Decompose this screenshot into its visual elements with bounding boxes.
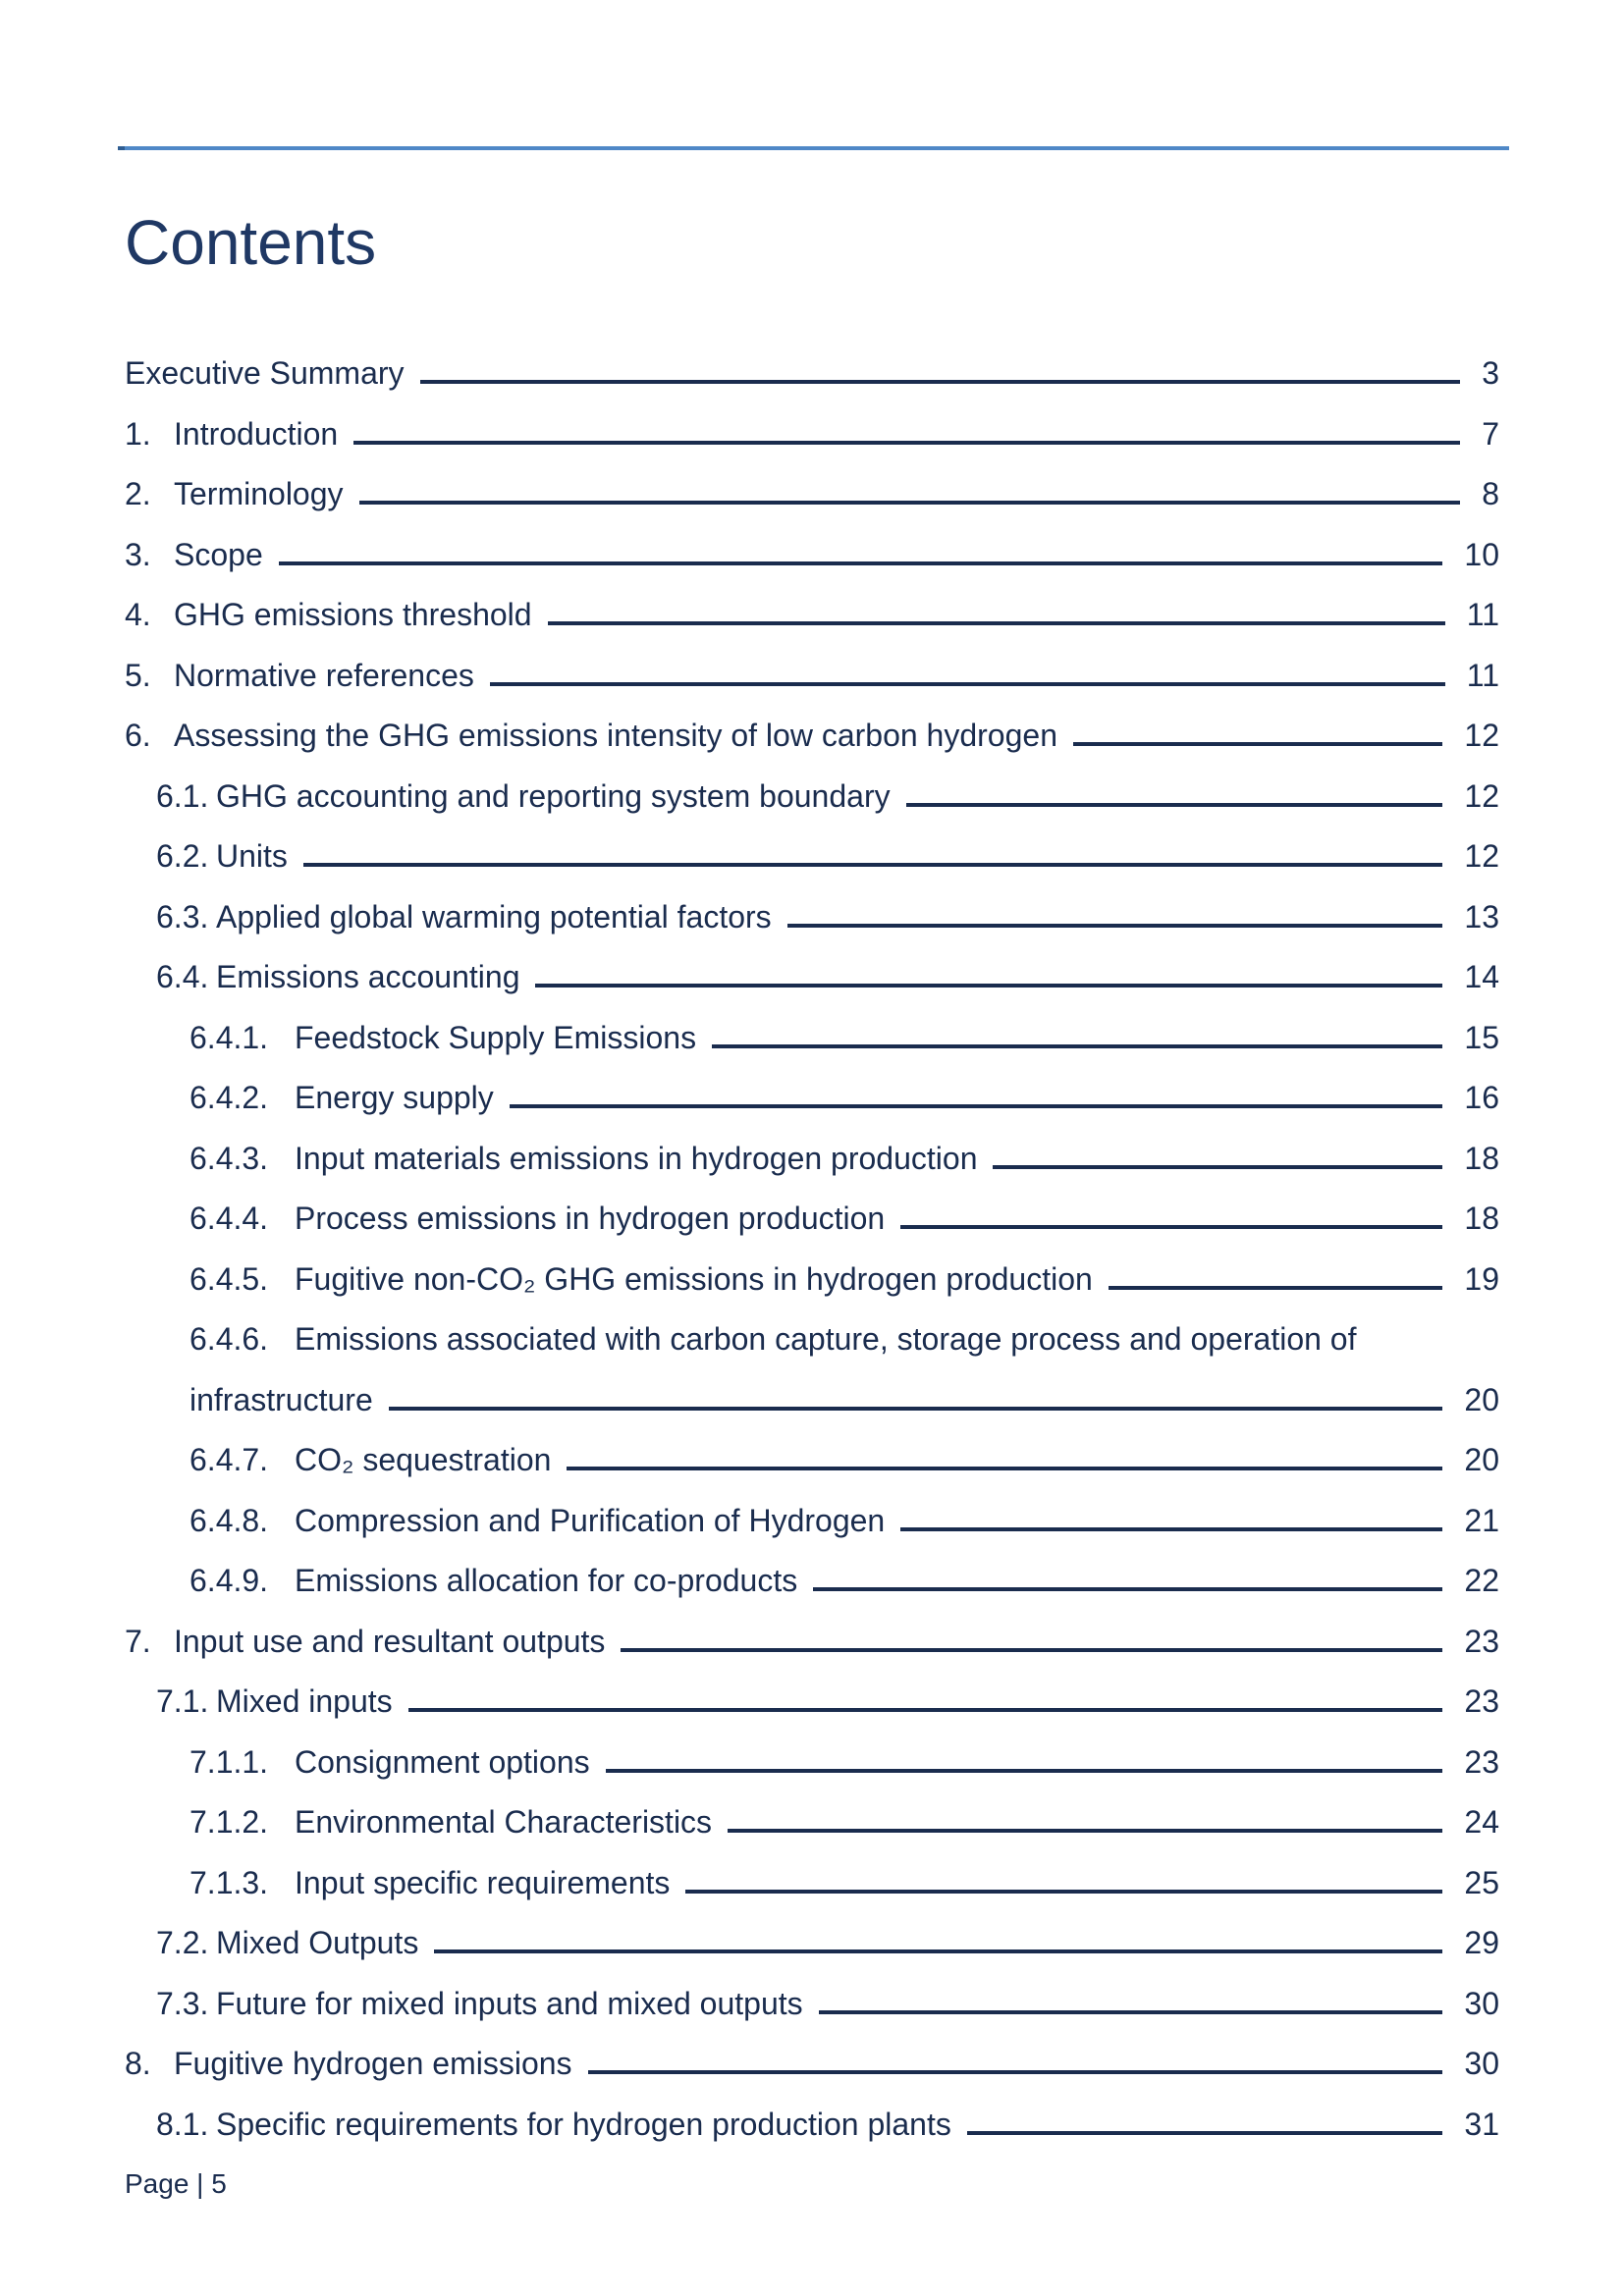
toc-leader-line [353, 441, 1460, 445]
toc-leader-line [359, 501, 1461, 505]
toc-leader-line [434, 1949, 1442, 1953]
toc-entry [125, 1262, 1499, 1296]
toc-entry [125, 1564, 1499, 1597]
toc-entry [125, 1021, 1499, 1054]
toc-entry [125, 1322, 1499, 1356]
toc-entry-title: GHG emissions threshold [174, 597, 532, 632]
toc-entry [125, 1142, 1499, 1175]
toc-leader-line [389, 1407, 1443, 1411]
toc-page-number: 16 [1464, 1080, 1499, 1115]
toc-entry-title: Future for mixed inputs and mixed outputs [216, 1985, 803, 2021]
toc-entry-title: infrastructure [189, 1381, 373, 1417]
toc-entry-number: 6.1. [156, 777, 209, 814]
toc-entry-title: Input specific requirements [295, 1864, 671, 1900]
toc-leader-line [490, 682, 1445, 686]
toc-entry-title: CO₂ sequestration [295, 1442, 552, 1477]
toc-entry-title: Emissions allocation for co-products [295, 1563, 798, 1598]
toc-leader-line [993, 1165, 1442, 1169]
toc-leader-line [967, 2131, 1443, 2135]
toc-page-number: 20 [1464, 1381, 1499, 1417]
toc-entry [125, 356, 1499, 390]
toc-entry-title: Mixed Outputs [216, 1925, 419, 1960]
toc-leader-line [1109, 1286, 1443, 1290]
toc-leader-line [813, 1587, 1442, 1591]
toc-entry-number: 6.4.8. [189, 1502, 269, 1538]
toc-entry-title: Fugitive hydrogen emissions [174, 2046, 572, 2081]
toc-entry-number: 7. [125, 1623, 151, 1659]
toc-entry-number: 6.4.4. [189, 1201, 269, 1236]
toc-page-number: 20 [1464, 1442, 1499, 1477]
toc-leader-line [728, 1829, 1442, 1833]
toc-page-number: 13 [1464, 898, 1499, 934]
toc-leader-line [900, 1225, 1442, 1229]
toc-entry-number: 7.1. [156, 1683, 209, 1719]
toc-entry-number: 3. [125, 536, 151, 572]
toc-entry-title: Process emissions in hydrogen production [295, 1201, 886, 1236]
toc-entry-number: 5. [125, 657, 151, 693]
toc-entry [125, 1081, 1499, 1114]
toc-entry-title: Compression and Purification of Hydrogen [295, 1502, 886, 1538]
toc-entry-title: Environmental Characteristics [295, 1804, 713, 1840]
toc-leader-line [712, 1044, 1442, 1048]
toc-entry [125, 719, 1499, 752]
toc-entry-number: 7.1.3. [189, 1864, 269, 1900]
toc-entry-number: 6.2. [156, 838, 209, 874]
toc-list [125, 356, 1499, 2141]
toc-entry [125, 2047, 1499, 2080]
toc-entry-title: Terminology [174, 476, 344, 511]
toc-entry [125, 1201, 1499, 1235]
toc-entry-title: GHG accounting and reporting system boundary [216, 777, 891, 814]
toc-entry-number: 7.1.1. [189, 1743, 269, 1780]
toc-entry-title: Scope [174, 536, 263, 572]
toc-entry-title: Specific requirements for hydrogen production plants [216, 2106, 951, 2142]
toc-entry-number: 6.4.2. [189, 1080, 269, 1115]
toc-page-number: 23 [1464, 1743, 1499, 1780]
toc-entry [125, 1926, 1499, 1959]
toc-leader-line [279, 561, 1443, 565]
toc-page-number: 23 [1464, 1623, 1499, 1659]
toc-entry-title: Emissions accounting [216, 959, 520, 994]
toc-leader-line [567, 1467, 1442, 1470]
toc-entry [125, 1625, 1499, 1658]
toc-page-number: 8 [1482, 476, 1499, 511]
toc-entry [125, 598, 1499, 631]
toc-entry-title: Feedstock Supply Emissions [295, 1019, 697, 1055]
toc-entry-number: 6.4.1. [189, 1019, 269, 1055]
toc-leader-line [548, 621, 1445, 625]
toc-entry [125, 1383, 1499, 1416]
toc-page-number: 18 [1464, 1201, 1499, 1236]
toc-entry-number: 7.3. [156, 1985, 209, 2021]
toc-page-number: 15 [1464, 1019, 1499, 1055]
header-rule [118, 146, 1509, 150]
page-content [0, 146, 1624, 2201]
toc-page-number: 19 [1464, 1260, 1499, 1297]
toc-leader-line [535, 984, 1442, 988]
toc-page-number: 18 [1464, 1140, 1499, 1176]
toc-page-number: 24 [1464, 1804, 1499, 1840]
toc-leader-line [420, 380, 1461, 384]
toc-page-number: 3 [1482, 355, 1499, 391]
toc-entry-title: Emissions associated with carbon capture, storage process and operation of [295, 1321, 1357, 1357]
toc-entry-number: 6. [125, 718, 151, 753]
toc-entry-number: 6.3. [156, 898, 209, 934]
toc-entry-number: 6.4. [156, 959, 209, 994]
toc-entry [125, 538, 1499, 571]
toc-page-number: 12 [1464, 777, 1499, 814]
toc-page-number: 21 [1464, 1502, 1499, 1538]
toc-entry [125, 1443, 1499, 1476]
toc-page-number: 31 [1464, 2106, 1499, 2142]
toc-leader-line [1073, 742, 1442, 746]
toc-entry [125, 1504, 1499, 1537]
toc-page-number: 12 [1464, 838, 1499, 874]
toc-leader-line [621, 1648, 1442, 1652]
toc-leader-line [510, 1104, 1443, 1108]
toc-page-number: 22 [1464, 1563, 1499, 1598]
toc-leader-line [606, 1769, 1443, 1773]
toc-entry-number: 6.4.9. [189, 1563, 269, 1598]
toc-entry [125, 1987, 1499, 2020]
page-footer: Page | 5 [125, 2168, 227, 2199]
toc-page-number: 25 [1464, 1864, 1499, 1900]
toc-entry [125, 659, 1499, 692]
toc-entry-title: Assessing the GHG emissions intensity of low carbon hydrogen [174, 718, 1057, 753]
toc-entry-number: 8. [125, 2046, 151, 2081]
toc-entry [125, 1866, 1499, 1899]
toc-page-number: 14 [1464, 959, 1499, 994]
toc-leader-line [408, 1708, 1443, 1712]
toc-page-number: 29 [1464, 1925, 1499, 1960]
toc-entry [125, 839, 1499, 873]
toc-entry-title: Input use and resultant outputs [174, 1623, 606, 1659]
toc-entry-number: 6.4.6. [189, 1321, 269, 1357]
toc-page-number: 10 [1464, 536, 1499, 572]
toc-entry-title: Fugitive non-CO₂ GHG emissions in hydrogen production [295, 1260, 1093, 1297]
toc-entry [125, 900, 1499, 934]
toc-page-number: 30 [1464, 1985, 1499, 2021]
toc-entry-title: Executive Summary [125, 355, 405, 391]
toc-entry-number: 6.4.7. [189, 1442, 269, 1477]
toc-entry-number: 6.4.5. [189, 1260, 269, 1297]
toc-entry [125, 960, 1499, 993]
toc-entry-title: Normative references [174, 657, 474, 693]
page-title: Contents [125, 207, 377, 278]
toc-entry [125, 2108, 1499, 2141]
toc-entry-title: Consignment options [295, 1743, 590, 1780]
toc-entry-title: Energy supply [295, 1080, 494, 1115]
toc-leader-line [685, 1890, 1442, 1894]
toc-entry [125, 1684, 1499, 1718]
toc-entry-title: Applied global warming potential factors [216, 898, 772, 934]
toc-entry-title: Introduction [174, 415, 339, 452]
toc-entry-title: Units [216, 838, 288, 874]
toc-entry [125, 477, 1499, 510]
toc-leader-line [303, 863, 1443, 867]
toc-entry-number: 6.4.3. [189, 1140, 269, 1176]
toc-entry-number: 1. [125, 415, 151, 452]
toc-entry-number: 2. [125, 476, 151, 511]
toc-leader-line [900, 1527, 1442, 1531]
toc-entry-title: Mixed inputs [216, 1683, 393, 1719]
toc-leader-line [787, 924, 1443, 928]
toc-page-number: 23 [1464, 1683, 1499, 1719]
toc-leader-line [819, 2010, 1443, 2014]
toc-page-number: 7 [1482, 415, 1499, 452]
toc-page-number: 11 [1466, 657, 1499, 693]
toc-leader-line [906, 803, 1443, 807]
toc-entry-title: Input materials emissions in hydrogen production [295, 1140, 978, 1176]
toc-entry-number: 7.1.2. [189, 1804, 269, 1840]
toc-entry [125, 417, 1499, 451]
toc-entry [125, 1745, 1499, 1779]
toc-entry-number: 8.1. [156, 2106, 209, 2142]
toc-entry [125, 779, 1499, 813]
toc-page-number: 30 [1464, 2046, 1499, 2081]
toc-entry [125, 1805, 1499, 1839]
toc-entry-number: 7.2. [156, 1925, 209, 1960]
toc-leader-line [588, 2070, 1443, 2074]
toc-page-number: 11 [1466, 597, 1499, 632]
toc-entry-number: 4. [125, 597, 151, 632]
toc-page-number: 12 [1464, 718, 1499, 753]
